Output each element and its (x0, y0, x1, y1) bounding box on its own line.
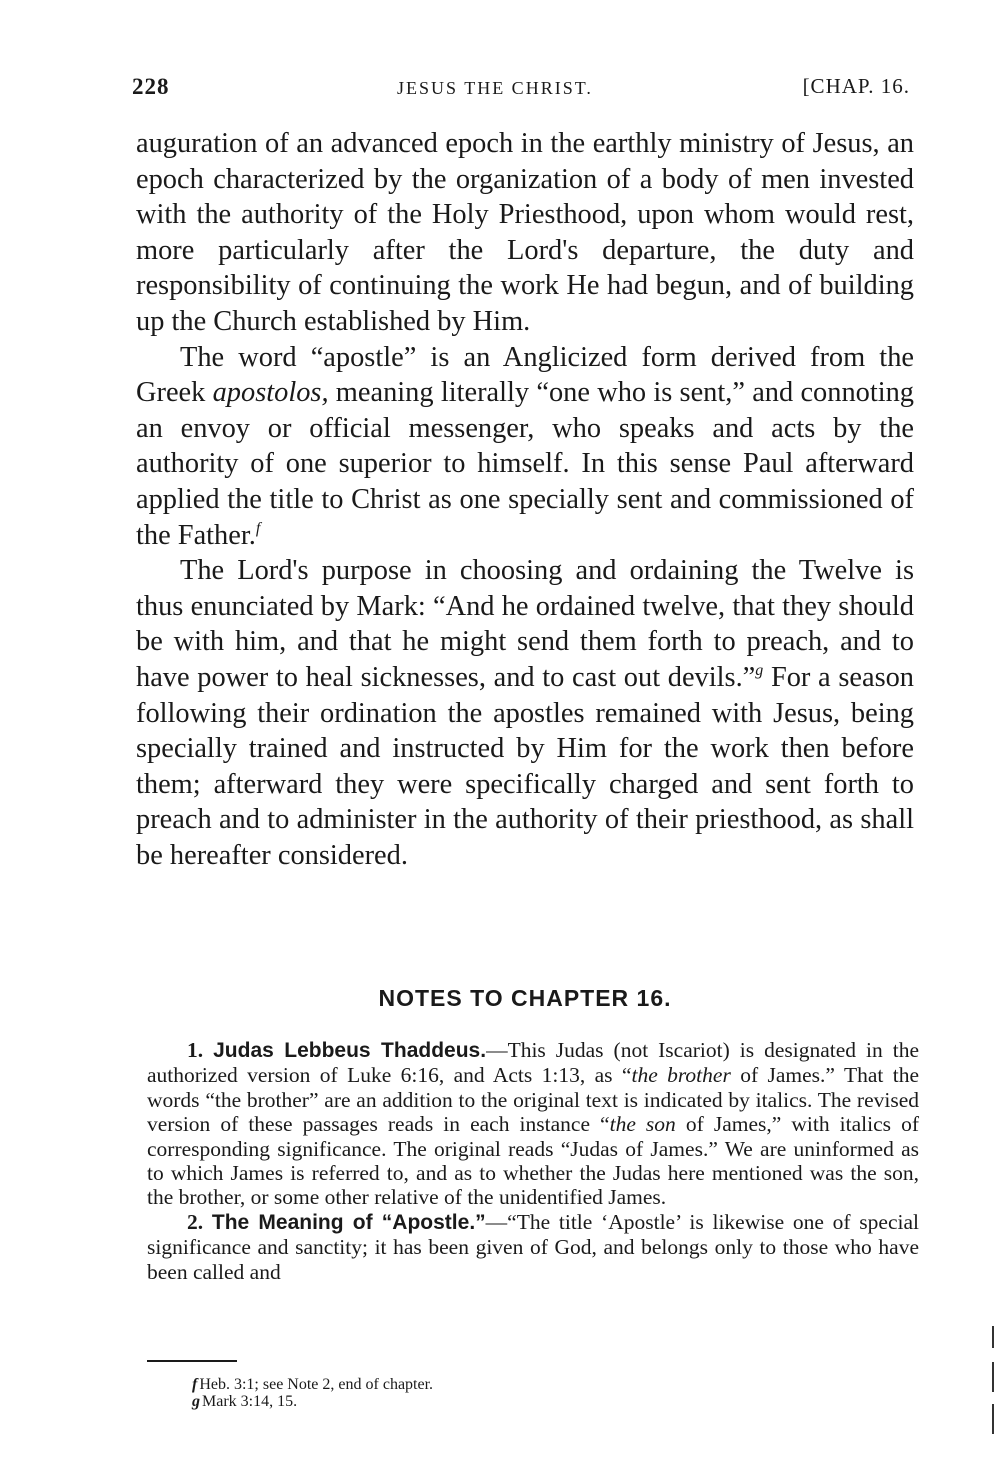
page-number: 228 (132, 74, 170, 99)
paragraph-2 (136, 340, 914, 554)
footnote-g-text: Mark 3:14, 15. (202, 1393, 298, 1410)
note-1-text-b: of James.” That the words “the brother” are an addition to the original text is indicated by italics. The revised version of these passages reads in each instance “ (147, 1063, 920, 1137)
footnote-rule (147, 1360, 237, 1362)
note-2-title: The Meaning of “Apostle.” (211, 1210, 486, 1234)
note-2 (147, 1210, 919, 1284)
main-text (136, 126, 914, 873)
note-1-number: 1. (187, 1038, 204, 1062)
note-1-text-a: —This Judas (not Iscariot) is designated in the authorized version of Luke 6:16, and Acts 1:13, as “ (147, 1038, 919, 1088)
paragraph-2-text-b: meaning literally “one who is sent,” and connoting an envoy or official messenger, who speaks and acts by the authority of one superior to himself. In this sense Paul afterward applied the title to Christ as one specially sent and commissioned of the Father. (136, 377, 914, 551)
note-2-text: —“The title ‘Apostle’ is likewise one of special significance and sanctity; it has been given of God, and belongs only to those who have been called and (147, 1209, 920, 1284)
scan-margin-line (992, 1326, 994, 1348)
notes-heading: NOTES TO CHAPTER 16. (378, 985, 672, 1011)
paragraph-3-text-a: The Lord's purpose in choosing and ordaining the Twelve is thus enunciated by Mark: “And he ordained twelve, that they should be with him, and that he might send them forth to preach, and to have power to heal sicknesses, and to cast out devils.” (136, 555, 914, 693)
footnote-ref-g: g (755, 661, 764, 679)
footnote-g (192, 1393, 692, 1410)
paragraph-3-text-b: For a season following their ordination the apostles remained with Jesus, being specially trained and instructed by Him for the work then before them; afterward they were specifically charged and sent forth to preach and to administer in the authority of their priesthood, as shall be hereafter considered. (136, 661, 915, 871)
footnote-f-text: Heb. 3:1; see Note 2, end of chapter. (199, 1376, 434, 1393)
paragraph-1: auguration of an advanced epoch in the earthly ministry of Jesus, an epoch characterized by the organization of a body of men invested with the authority of the Holy Priesthood, upon whom would rest, more particularly after the Lord's departure, the duty and responsibility of continuing the work He had begun, and of building up the Church established by Him. (136, 128, 914, 337)
paragraph-2-text-a: The word “apostle” is an Anglicized form derived from the Greek (136, 341, 914, 409)
scan-margin-line (992, 1362, 994, 1392)
footnotes (192, 1376, 692, 1410)
scan-margin-line (992, 1404, 994, 1434)
footnote-f (192, 1376, 692, 1393)
note-1-italic-b: the son (609, 1112, 676, 1137)
running-title: JESUS THE CHRIST. (397, 78, 593, 98)
note-2-number: 2. (187, 1209, 204, 1234)
note-1 (147, 1038, 919, 1210)
footnote-f-mark: f (192, 1376, 198, 1393)
chapter-notes (147, 1038, 919, 1284)
chapter-label: [CHAP. 16. (802, 74, 910, 98)
note-1-title: Judas Lebbeus Thaddeus. (213, 1039, 487, 1062)
note-1-text-c: of James,” with italics of corresponding significance. The original reads “Judas of James.” We are uninformed as to which James is referred to, and as to whether the Judas here mentioned was the son, the brother, or some other relative of the unidentified James. (147, 1112, 919, 1210)
running-head (132, 74, 910, 108)
paragraph-3 (136, 553, 914, 873)
footnote-ref-f: f (255, 519, 261, 537)
footnote-g-mark: g (192, 1393, 200, 1410)
note-1-italic-a: the brother (631, 1063, 731, 1088)
greek-term: apostolos, (212, 377, 329, 409)
